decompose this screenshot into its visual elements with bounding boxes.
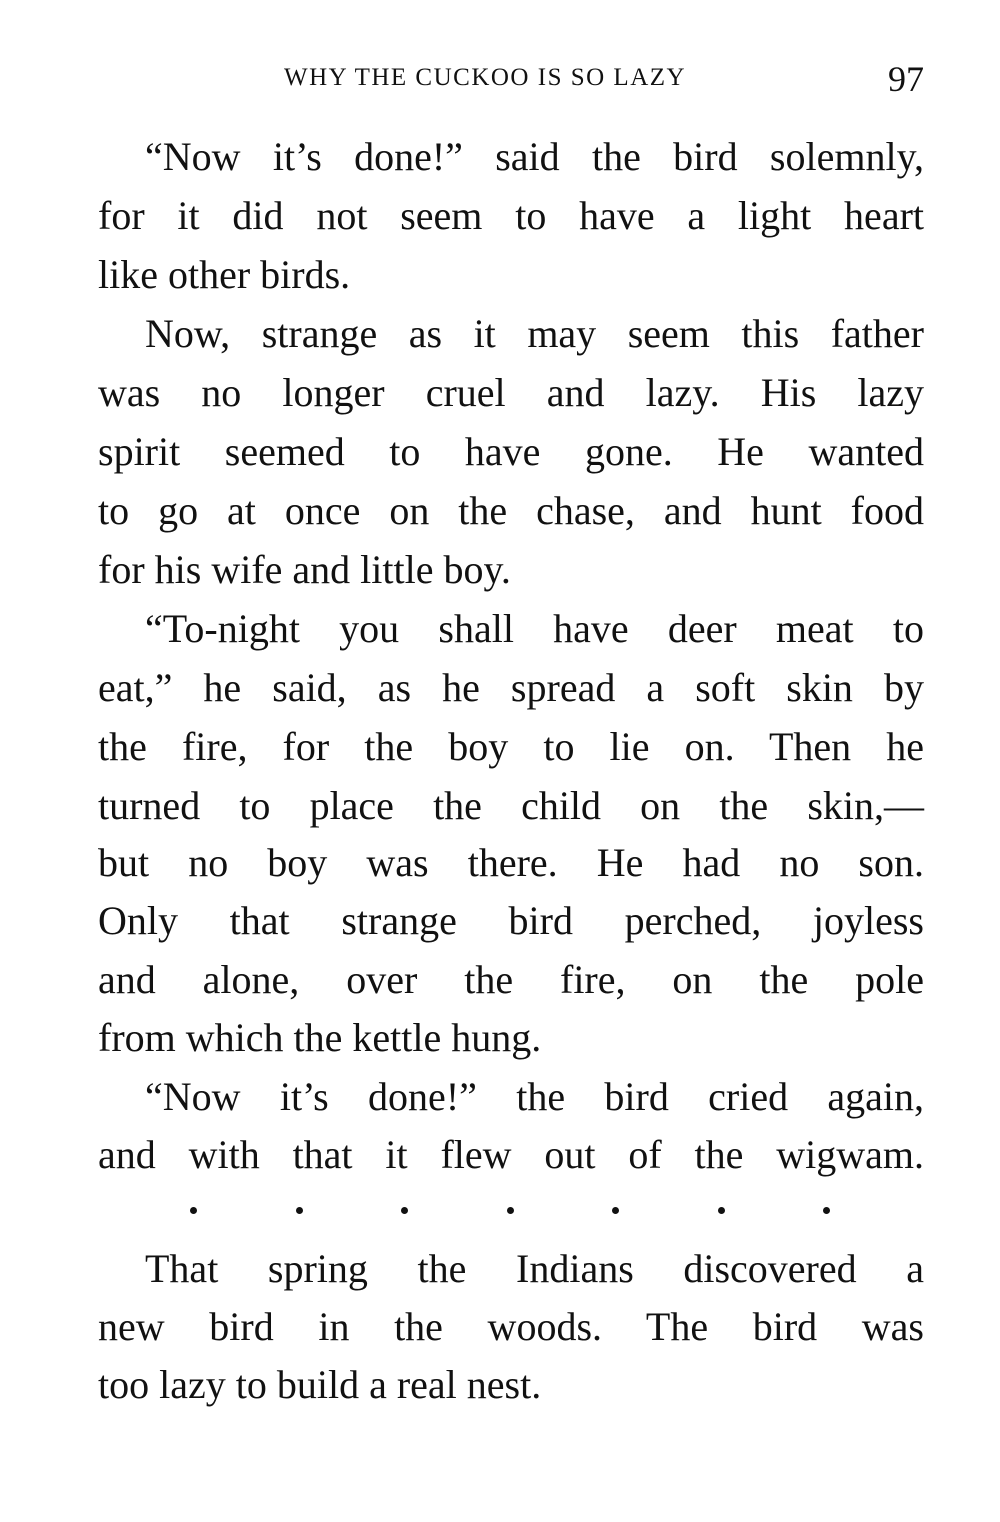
running-head <box>98 59 924 102</box>
text-line: to go at once on the chase, and hunt food <box>98 488 924 533</box>
text-line: the fire, for the boy to lie on. Then he <box>98 724 924 769</box>
text-line: turned to place the child on the skin,— <box>98 783 924 828</box>
section-break-dot <box>296 1207 303 1214</box>
text-line: eat,” he said, as he spread a soft skin by <box>98 665 924 710</box>
text-line: but no boy was there. He had no son. <box>98 840 924 885</box>
text-line: too lazy to build a real nest. <box>98 1362 542 1407</box>
text-line: like other birds. <box>98 252 351 297</box>
text-line: for it did not seem to have a light heart <box>98 193 924 238</box>
text-line: Now, strange as it may seem this father <box>145 311 924 356</box>
section-break-dot <box>718 1207 725 1214</box>
text-line: That spring the Indians discovered a <box>145 1246 924 1291</box>
text-line: and with that it flew out of the wigwam. <box>98 1132 924 1177</box>
section-break-dot <box>823 1207 830 1214</box>
running-title: WHY THE CUCKOO IS SO LAZY <box>284 64 687 91</box>
section-break-dot <box>401 1207 408 1214</box>
section-break-dot <box>507 1207 514 1214</box>
text-line: spirit seemed to have gone. He wanted <box>98 429 924 474</box>
section-break <box>190 1198 830 1222</box>
page-number: 97 <box>888 59 924 99</box>
text-line: new bird in the woods. The bird was <box>98 1304 924 1349</box>
text-line: for his wife and little boy. <box>98 547 511 592</box>
text-line: and alone, over the fire, on the pole <box>98 957 924 1002</box>
text-line: “Now it’s done!” said the bird solemnly, <box>145 134 924 179</box>
text-line: from which the kettle hung. <box>98 1015 542 1060</box>
text-line: Only that strange bird perched, joyless <box>98 898 924 943</box>
section-break-dot <box>612 1207 619 1214</box>
section-break-dot <box>190 1207 197 1214</box>
text-line: “Now it’s done!” the bird cried again, <box>145 1074 924 1119</box>
text-line: “To-night you shall have deer meat to <box>145 606 924 651</box>
text-line: was no longer cruel and lazy. His lazy <box>98 370 924 415</box>
